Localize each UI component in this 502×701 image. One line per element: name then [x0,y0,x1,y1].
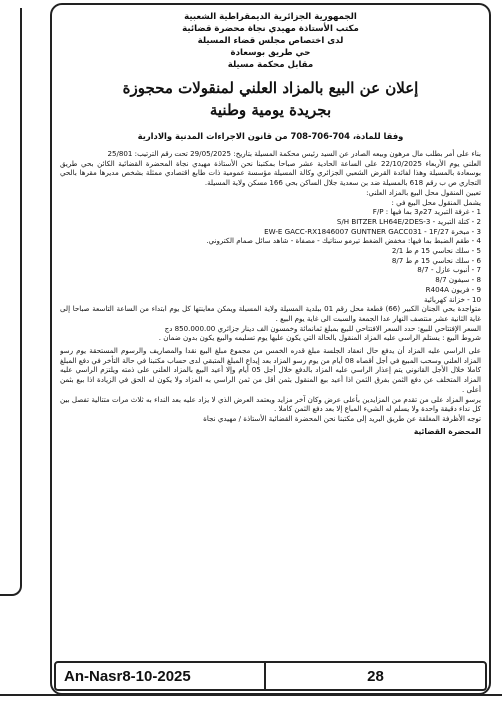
notice-content [60,11,481,633]
legal-notice [50,3,491,695]
list-item: 2 - كتلة التبريد - S/H BITZER LH64E/2DES-3 [336,216,481,226]
items-list [60,207,481,304]
notice-title [60,77,481,121]
adjacent-column-border [0,8,22,596]
paragraph-auction-date: العلني يوم الأربعاء 22/10/2025 على الساعة الحادية عشر صباحا بمكتبنا نحن الأستاذة مهيدي نجاة المحضرة القضائية الكائن بحي طريق بوسعادة بالمسيلة وهذا لفائدة القرض الشعبي الجزائري وكالة المسيلة مؤسسة عمومية ذات طابع اقتصادي ممثلة بشخص مديرها مقرها بالحي التجاري ص ب رقم 618 بالمسيلة ضد بن سعدية جلال الساكن بحي 166 مسكن ولاية المسيلة. [60,158,481,188]
list-item: 10 - خزانة كهربائية [423,294,481,304]
title-line-1: إعلان عن البيع بالمزاد العلني لمنقولات محجوزة [122,79,419,97]
header-line-2: مكتب الأستاذة مهيدي نجاة محضرة قضائية [182,24,359,34]
page-bottom-rule [0,694,502,696]
list-item: 1 - غرفة التبريد 27م3 بما فيها : F/P [372,207,481,217]
header-line-5: مقابل محكمة مسيلة [227,60,314,70]
paragraph-opening-price: السعر الإفتتاحي للبيع: حدد السعر الافتتاحي للبيع بمبلغ ثمانمائة وخمسون الف دينار جزائري 850.000.00 دج [164,323,481,333]
title-line-2: بجريدة يومية وطنية [209,101,332,119]
page-number: 28 [367,667,384,685]
header-line-3: لدى اختصاص مجلس قضاء المسيلة [197,36,344,46]
paragraph-order: بناء على أمر بطلب مال مرهون وبيعه الصادر عن السيد رئيس محكمة المسيلة بتاريخ: 29/05/2025 تحت رقم الترتيب: 25/801 [107,149,481,158]
newspaper-name-date: An-Nasr8-10-2025 [56,663,266,689]
paragraph-bidding-rules: يرسو المزاد على من تقدم من المزايدين بأعلى عرض وكان آخر مزايد ويعتمد العرض الذي لا يزاد عليه بعد النداء به ثلاث مرات متتالية تفصل بين كل نداء دقيقة واحدة ولا يسلم له الشيء المباع إلا بعد دفع الثمن كاملا . [60,394,481,414]
newspaper-footer [54,661,487,691]
list-item: 7 - أنبوب عازل - 8/7 [417,265,481,275]
paragraph-sale-conditions: شروط البيع : يستلم الراسي عليه المزاد المنقول بالحالة التي يكون عليها يوم تسليمه والبيع يكون بدون ضمان . [158,333,481,343]
header-line-1: الجمهورية الجزائرية الديمقراطية الشعبية [184,12,357,22]
notice-header [60,11,481,71]
signature: المحضرة القضائية [413,426,481,436]
list-item: 4 - طقم الضبط بما فيها: مخفض الضغط تيرمو ستاتيك - مصفاة - شاهد سائل صمام الكتروني. [206,236,481,246]
paragraph-location: متواجدة بحي الجنان الكبير (66) قطعة محل رقم 01 ببلدية المسيلة ولاية المسيلة ويمكن معاينتها كل يوم ابتداء من الساعة التاسعة صباحا إلى غاية الثانية عشر منتصف النهار عدا الجمعة والسبت الى غاية يوم البيع . [60,304,481,323]
law-reference: وفقا للمادة، 704-706-708 من قانون الاجراءات المدنية والادارية [137,131,404,141]
paragraph-items-heading: تعيين المنقول محل البيع بالمزاد العلني: [366,187,481,197]
list-item: 3 - مبخرة EW-E GACC-RX1846007 GUNTNER GACC031 - 1F/27 [264,226,481,236]
paragraph-payment-terms: على الراسي عليه المزاد أن يدفع حال انعقاد الجلسة مبلغ قدره الخمس من مجموع مبلغ البيع نقدا والمصاريف والرسوم المستحقة يوم رسو المزاد العلني وسحب المبيع في أجل أقصاه 08 أيام من يوم رسو المزاد بعد إيداع المبلغ المتبقي لدى حساب مكتبنا في حالة التأخر في دفع المبلغ كاملا خلال الأجل القانوني يتم إعذار الراسي عليه المزاد بالدفع خلال أجل 05 أيام وإلا أعيد البيع بالمزاد العلني على ذمته ويلتزم الراسي عليه المزاد المتخلف عن دفع الثمن بفرق الثمن اذا أعيد بيع المنقول بثمن أقل من ثمن الراسي به المزاد ولا يكون له الحق في الزيادة اذا بيع بثمن أعلى . [60,346,481,394]
list-item: 6 - سلك نحاسي 15 م ط 8/7 [391,255,481,265]
paragraph-sealed-envelopes: توجه الأظرفة المغلقة عن طريق البريد إلى مكتبنا نحن المحضرة القضائية الأستاذة / مهيدي نجاة [203,413,481,423]
paragraph-items-intro: يشمل المنقول محل البيع في : [391,197,481,207]
list-item: 5 - سلك نحاسي 15 م ط 2/1 [391,246,481,256]
header-line-4: حي طريق بوسعادة [230,48,311,58]
list-item: 9 - فريون R404A [425,284,481,294]
list-item: 8 - سيفون 8/7 [435,275,481,285]
